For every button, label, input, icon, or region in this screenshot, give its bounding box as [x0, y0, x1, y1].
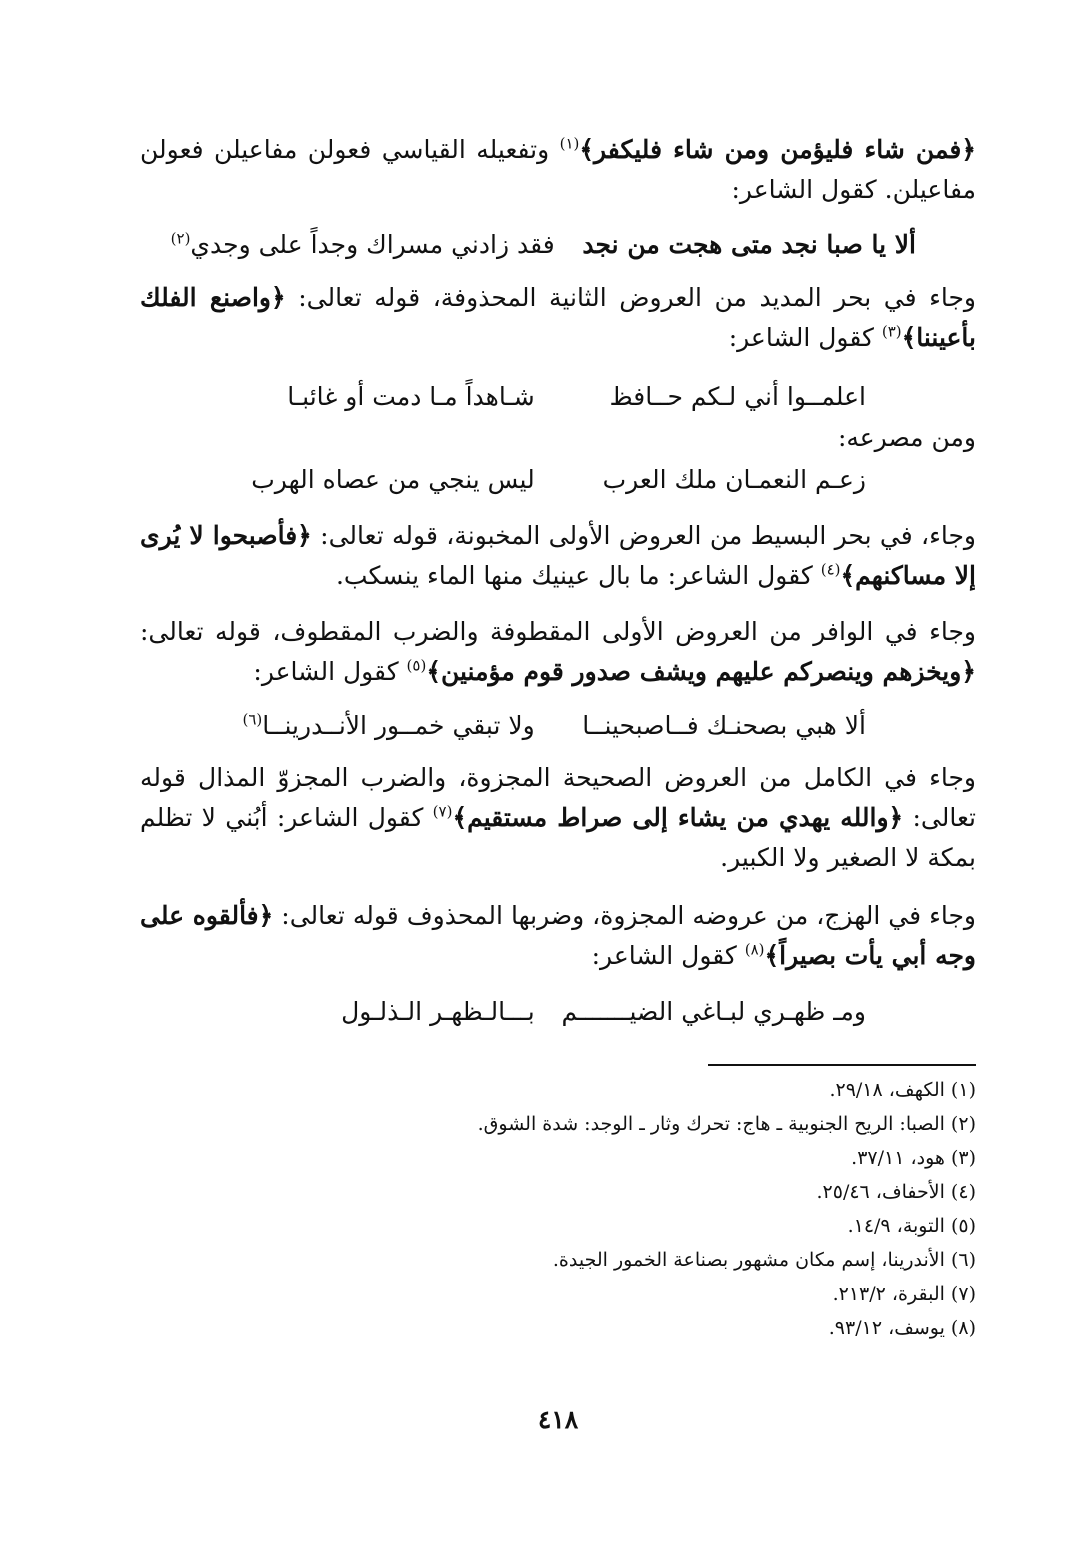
paragraph-3: [140, 516, 976, 596]
verse-2: [140, 377, 976, 417]
verse-first-hemistich: ألا هبي بصحنـك فــاصبحينــا: [582, 711, 866, 740]
footnote-marker: (٤): [820, 560, 841, 579]
quran-quote: ﴿فأصبحوا لا يُرى إلا مساكنهم﴾: [140, 521, 976, 590]
footnote-marker: (٨): [744, 940, 765, 959]
paragraph-text: وجاء في الوافر من العروض الأولى المقطوفة والضرب المقطوف، قوله تعالى:: [140, 617, 976, 646]
paragraph-text: كقول الشاعر: أبُني لا تظلم بمكة لا الصغير ولا الكبير.: [140, 803, 976, 872]
footnote-marker: (٦): [242, 710, 263, 729]
verse-first-hemistich: ومـ ظهـري لبـاغي الضيـــــــم: [561, 997, 866, 1026]
verse-5: [140, 992, 976, 1032]
verse-1: [140, 225, 976, 265]
quran-quote: ﴿فمن شاء فليؤمن ومن شاء فليكفر﴾: [579, 135, 977, 164]
footnote-marker: (٥): [406, 656, 427, 675]
paragraph-5: [140, 758, 976, 878]
footnote-6: (٦) الأندرينا، إسم مكان مشهور بصناعة الخمور الجيدة.: [552, 1249, 976, 1271]
page-number: ٤١٨: [537, 1405, 579, 1434]
paragraph-text: وجاء، في بحر البسيط من العروض الأولى المخبونة، قوله تعالى:: [311, 521, 976, 550]
footnote-marker: (١): [559, 134, 580, 153]
paragraph-1: [140, 130, 976, 210]
verse-second-hemistich: ليس ينجي من عصاه الهرب: [251, 465, 535, 494]
footnote-7: (٧) البقرة، ٢١٣/٢.: [832, 1283, 976, 1305]
paragraph-text: كقول الشاعر:: [253, 657, 407, 686]
footnote-divider: [708, 1064, 976, 1066]
footnote-5: (٥) التوبة، ١٤/٩.: [847, 1215, 976, 1237]
paragraph-text: وتفعيله القياسي فعولن مفاعيلن فعولن مفاعيلن. كقول الشاعر:: [140, 135, 976, 204]
verse-first-hemistich: اعلمــوا أني لـكم حــافظ: [609, 382, 866, 411]
verse-first-hemistich: ألا يا صبا نجد متى هجت من نجد: [582, 230, 916, 259]
verse-3: [140, 460, 976, 500]
verse-second-hemistich: ولا تبقي خمــور الأنــدرينــا$^{(٦)}$: [242, 710, 535, 740]
paragraph-text: وجاء في الهزج، من عروضه المجزوة، وضربها المحذوف قوله تعالى:: [273, 901, 977, 930]
paragraph-text: كقول الشاعر:: [728, 323, 882, 352]
quran-quote: ﴿فألقوه على وجه أبي يأت بصيراً﴾: [140, 901, 976, 970]
page-content: [140, 0, 976, 1548]
verse-4: [140, 706, 976, 746]
verse-first-hemistich: زعـم النعمـان ملك العرب: [602, 465, 866, 494]
paragraph-text: وجاء في بحر المديد من العروض الثانية المحذوفة، قوله تعالى:: [285, 283, 976, 312]
footnotes: [140, 1073, 976, 1345]
paragraph-text: وجاء في الكامل من العروض الصحيحة المجزوة، والضرب المجزوّ المذال قوله تعالى:: [140, 763, 976, 832]
verse-second-hemistich: شـاهداً مـا دمت أو غائبـا: [287, 382, 535, 411]
footnote-marker: (٣): [881, 322, 902, 341]
verse-second-hemistich: فقد زادني مسراك وجداً على وجدي$^{(٢)}$: [170, 229, 555, 259]
footnote-4: (٤) الأحفاف، ٢٥/٤٦.: [816, 1181, 976, 1203]
paragraph-6: [140, 896, 976, 976]
paragraph-4: [140, 612, 976, 692]
footnote-8: (٨) يوسف، ٩٣/١٢.: [828, 1317, 976, 1339]
footnote-3: (٣) هود، ٣٧/١١.: [851, 1147, 976, 1169]
paragraph-2: [140, 278, 976, 358]
quran-quote: ﴿والله يهدي من يشاء إلى صراط مستقيم﴾: [452, 803, 904, 832]
footnote-1: (١) الكهف، ٢٩/١٨.: [829, 1079, 976, 1101]
verse-second-hemistich: بـــالـظهـر الـذلـول: [341, 997, 535, 1026]
quran-quote: ﴿ويخزهم وينصركم عليهم ويشف صدور قوم مؤمنين﴾: [426, 657, 976, 686]
footnote-marker: (٢): [170, 229, 191, 248]
footnote-marker: (٧): [432, 802, 453, 821]
section-label: ومن مصرعه:: [837, 423, 976, 452]
footnote-2: (٢) الصبا: الريح الجنوبية ـ هاج: تحرك وثار ـ الوجد: شدة الشوق.: [477, 1113, 976, 1135]
quran-quote: ﴿واصنع الفلك بأعيننا﴾: [140, 283, 976, 352]
paragraph-text: كقول الشاعر: ما بال عينيك منها الماء ينسكب.: [335, 561, 821, 590]
paragraph-text: كقول الشاعر:: [591, 941, 745, 970]
